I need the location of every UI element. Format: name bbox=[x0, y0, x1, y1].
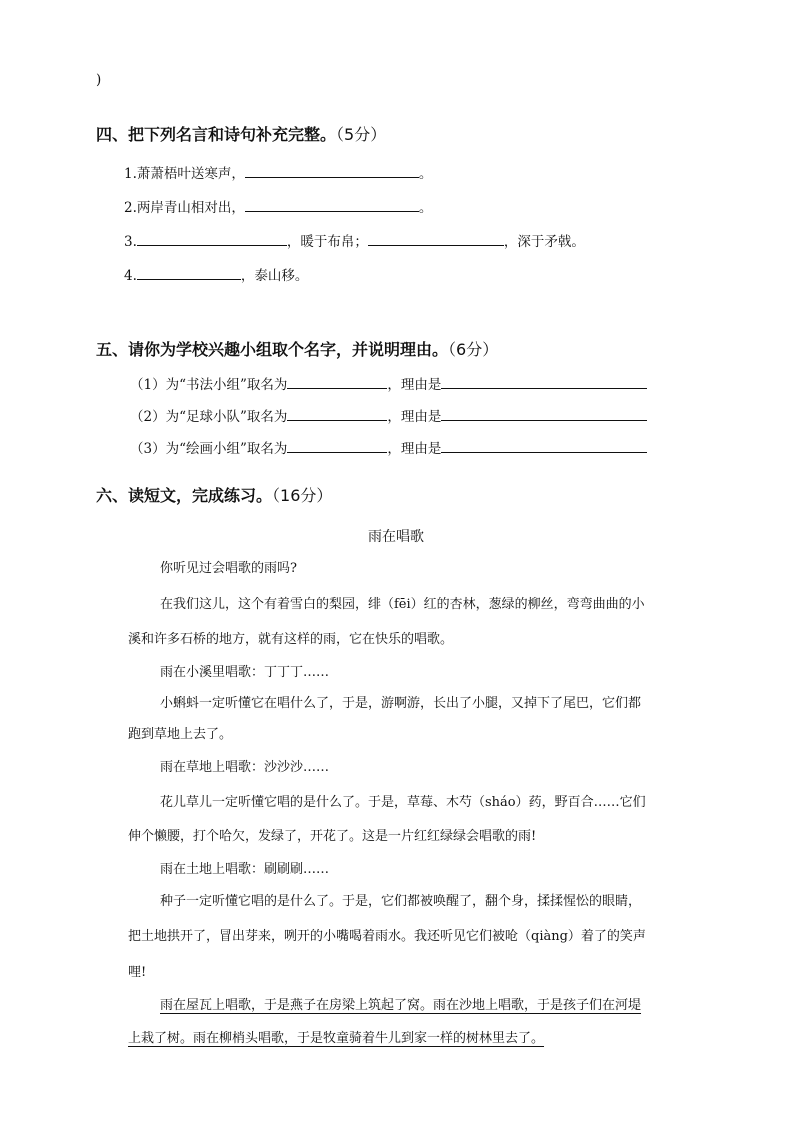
passage-line-6: 跑到草地上去了。 bbox=[128, 727, 233, 742]
s5-item-3-num: （3） bbox=[130, 441, 166, 457]
passage-line-13: 哩! bbox=[128, 965, 147, 980]
section-6-score: （16分） bbox=[272, 486, 333, 505]
s5-item-1 bbox=[130, 373, 647, 393]
section-4-title: 四、把下列名言和诗句补充完整。 bbox=[96, 125, 337, 144]
section-6-heading bbox=[96, 483, 332, 506]
passage-line-10: 雨在土地上唱歌：刷刷刷…… bbox=[160, 862, 330, 877]
s4-item-2-end: 。 bbox=[418, 200, 433, 216]
passage-line-1: 你听见过会唱歌的雨吗? bbox=[160, 561, 297, 576]
s4-item-1 bbox=[124, 162, 432, 182]
s4-item-1-text: 萧萧梧叶送寒声， bbox=[136, 166, 245, 182]
passage-line-5: 小蝌蚪一定听懂它在唱什么了，于是，游啊游，长出了小腿，又掉下了尾巴，它们都 bbox=[160, 696, 642, 711]
s5-item-2-text: 为“足球小队”取名为 bbox=[165, 409, 288, 425]
s4-item-3-num: 3. bbox=[124, 234, 137, 250]
passage-line-4: 雨在小溪里唱歌：丁丁丁…… bbox=[160, 665, 330, 680]
s4-item-3-blank-1[interactable] bbox=[137, 233, 287, 246]
s4-item-1-num: 1. bbox=[124, 166, 137, 182]
s4-item-3-blank-2[interactable] bbox=[368, 233, 504, 246]
s5-item-1-name-blank[interactable] bbox=[287, 376, 387, 389]
passage-line-9: 伸个懒腰，打个哈欠，发绿了，开花了。这是一片红红绿绿会唱歌的雨! bbox=[128, 829, 537, 844]
section-5-title: 五、请你为学校兴趣小组取个名字，并说明理由。 bbox=[96, 340, 449, 359]
passage-line-12: 把土地拱开了，冒出芽来，咧开的小嘴喝着雨水。我还听见它们被呛（qiàng）着了的笑声 bbox=[128, 929, 646, 944]
s5-item-3-name-blank[interactable] bbox=[287, 440, 387, 453]
passage-title: 雨在唱歌 bbox=[368, 529, 424, 545]
s5-item-1-reason: ，理由是 bbox=[387, 377, 442, 393]
passage-line-15-underlined: 上栽了树。雨在柳梢头唱歌，于是牧童骑着牛儿到家一样的树林里去了。 bbox=[128, 1031, 545, 1046]
s4-item-2-text: 两岸青山相对出， bbox=[136, 200, 245, 216]
section-4-score: （5分） bbox=[336, 125, 387, 144]
s4-item-4-num: 4. bbox=[124, 268, 137, 284]
s4-item-3-mid1: ，暖于布帛； bbox=[286, 234, 368, 250]
s4-item-4-blank[interactable] bbox=[137, 267, 241, 280]
s5-item-2 bbox=[130, 405, 647, 425]
s4-item-2 bbox=[124, 196, 432, 216]
s4-item-4 bbox=[124, 264, 308, 284]
section-4-heading bbox=[96, 122, 386, 145]
s5-item-3 bbox=[130, 437, 647, 457]
s4-item-1-end: 。 bbox=[418, 166, 433, 182]
s5-item-1-num: （1） bbox=[130, 377, 166, 393]
s4-item-4-end: ，泰山移。 bbox=[240, 268, 309, 284]
passage-line-3: 溪和许多石桥的地方，就有这样的雨，它在快乐的唱歌。 bbox=[128, 632, 454, 647]
passage-line-11: 种子一定听懂它唱的是什么了。于是，它们都被唤醒了，翻个身，揉揉惺忪的眼睛， bbox=[160, 894, 642, 909]
section-6-title: 六、读短文，完成练习。 bbox=[96, 486, 273, 505]
s4-item-2-num: 2. bbox=[124, 200, 137, 216]
s5-item-2-num: （2） bbox=[130, 409, 166, 425]
s4-item-3 bbox=[124, 230, 585, 250]
passage-line-8: 花儿草儿一定听懂它唱的是什么了。于是，草莓、木芍（sháo）药，野百合……它们 bbox=[160, 795, 646, 810]
passage-line-7: 雨在草地上唱歌：沙沙沙…… bbox=[160, 760, 330, 775]
top-mark: ) bbox=[96, 72, 102, 88]
s5-item-3-reason: ，理由是 bbox=[387, 441, 442, 457]
s5-item-2-name-blank[interactable] bbox=[287, 408, 387, 421]
s4-item-3-mid2: ，深于矛戟。 bbox=[503, 234, 585, 250]
s5-item-1-text: 为“书法小组”取名为 bbox=[165, 377, 288, 393]
s4-item-2-blank[interactable] bbox=[245, 199, 419, 212]
s5-item-3-text: 为“绘画小组”取名为 bbox=[165, 441, 288, 457]
section-5-score: （6分） bbox=[448, 340, 499, 359]
s5-item-1-reason-blank[interactable] bbox=[441, 376, 647, 389]
s5-item-3-reason-blank[interactable] bbox=[441, 440, 647, 453]
passage-line-14-underlined: 雨在屋瓦上唱歌，于是燕子在房梁上筑起了窝。雨在沙地上唱歌，于是孩子们在河堤 bbox=[160, 998, 642, 1013]
passage-line-2: 在我们这儿，这个有着雪白的梨园，绯（fēi）红的杏林，葱绿的柳丝，弯弯曲曲的小 bbox=[160, 597, 645, 612]
s4-item-1-blank[interactable] bbox=[245, 165, 419, 178]
s5-item-2-reason-blank[interactable] bbox=[441, 408, 647, 421]
section-5-heading bbox=[96, 337, 498, 360]
s5-item-2-reason: ，理由是 bbox=[387, 409, 442, 425]
